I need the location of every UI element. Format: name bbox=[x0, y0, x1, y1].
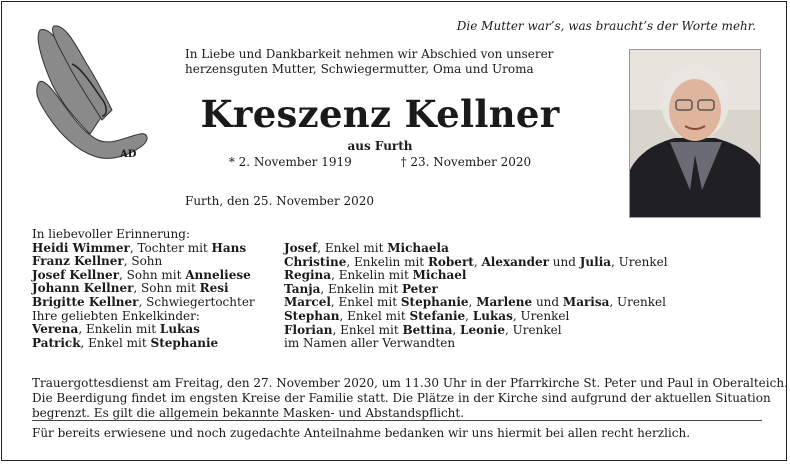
relative-name: Stephan bbox=[284, 308, 340, 323]
relation-text: , bbox=[468, 295, 477, 310]
relative-name: Alexander bbox=[481, 254, 549, 269]
relative-name: Anneliese bbox=[185, 267, 251, 282]
relation-text: , Urenkel bbox=[512, 308, 570, 323]
relation-text: , Enkelin mit bbox=[346, 254, 428, 269]
divider bbox=[32, 420, 762, 421]
relative-name: Verena bbox=[32, 322, 79, 337]
relative-name: Peter bbox=[401, 281, 438, 296]
relation-text: , Enkel mit bbox=[330, 295, 401, 310]
relation-text: , Sohn bbox=[123, 254, 163, 269]
relation-text: Ihre geliebten Enkelkinder: bbox=[32, 308, 200, 323]
service-line: Trauergottesdienst am Freitag, den 27. November 2020, um 11.30 Uhr in der Pfarrkirche St. Peter und Paul in Oberalteich. bbox=[32, 376, 788, 390]
deceased-name: Kreszenz Kellner bbox=[200, 92, 560, 136]
motto: Die Mutter war’s, was braucht’s der Worte mehr. bbox=[456, 19, 756, 33]
service-line: begrenzt. Es gilt die allgemein bekannte Masken- und Abstandspflicht. bbox=[32, 406, 465, 420]
relation-text: , Urenkel bbox=[611, 254, 668, 269]
portrait-image bbox=[630, 50, 760, 217]
relative-name: Lukas bbox=[472, 308, 513, 323]
artist-monogram: AD bbox=[120, 149, 137, 160]
relative-entry bbox=[284, 337, 668, 351]
relative-entry bbox=[32, 255, 255, 269]
relative-entry bbox=[284, 296, 668, 310]
relative-entry bbox=[32, 310, 255, 324]
relative-entry bbox=[284, 283, 668, 297]
relative-name: Stephanie bbox=[150, 335, 219, 350]
relative-entry bbox=[284, 242, 668, 256]
relative-name: Michael bbox=[412, 268, 467, 283]
service-line: Die Beerdigung findet im engsten Kreise der Familie statt. Die Plätze in der Kirche sind aufgrund der aktuellen Situation bbox=[32, 391, 771, 405]
relative-name: Hans bbox=[211, 240, 247, 255]
relative-name: Regina bbox=[284, 268, 332, 283]
relative-name: Heidi Wimmer bbox=[32, 240, 130, 255]
relatives-column-left bbox=[32, 228, 255, 350]
obituary-notice bbox=[1, 1, 787, 461]
relation-text: , Enkelin mit bbox=[78, 322, 160, 337]
relative-name: Brigitte Kellner bbox=[32, 294, 139, 309]
relative-name: Johann Kellner bbox=[32, 281, 134, 296]
relation-text: , Enkel mit bbox=[317, 241, 388, 255]
relation-text: , Urenkel bbox=[505, 322, 562, 337]
portrait-photo bbox=[629, 49, 761, 218]
relative-name: Marlene bbox=[476, 295, 533, 310]
thanks-text: Für bereits erwiesene und noch zugedachte Anteilnahme bedanken wir uns hiermit bei allen recht herzlich. bbox=[32, 426, 691, 440]
relative-name: Florian bbox=[284, 322, 333, 337]
relative-entry bbox=[32, 296, 255, 310]
relative-name: Josef Kellner bbox=[32, 267, 120, 282]
relative-name: Leonie bbox=[460, 322, 506, 337]
relative-name: Franz Kellner bbox=[32, 254, 124, 269]
relative-name: Stefanie bbox=[409, 308, 466, 323]
relative-name: Christine bbox=[284, 254, 347, 269]
relation-text: , Urenkel bbox=[609, 295, 666, 310]
memory-heading: In liebevoller Erinnerung: bbox=[32, 227, 190, 241]
relation-text: und bbox=[548, 254, 580, 269]
intro-text: In Liebe und Dankbarkeit nehmen wir Abschied von unserer herzensguten Mutter, Schwiegermutter, Oma und Uroma bbox=[185, 47, 554, 76]
relation-text: , Sohn mit bbox=[119, 267, 186, 282]
relation-text: , Enkel mit bbox=[339, 308, 410, 323]
relative-entry bbox=[284, 324, 668, 338]
death-date: † 23. November 2020 bbox=[400, 155, 532, 169]
relative-name: Marcel bbox=[284, 295, 331, 310]
place-date: Furth, den 25. November 2020 bbox=[185, 194, 375, 208]
relative-name: Stephanie bbox=[400, 295, 469, 310]
relative-entry bbox=[284, 256, 668, 270]
relative-name: Lukas bbox=[159, 322, 200, 337]
relation-text: , Enkel mit bbox=[332, 322, 403, 337]
relative-entry bbox=[32, 323, 255, 337]
relative-name: Michaela bbox=[387, 241, 449, 255]
origin: aus Furth bbox=[347, 139, 413, 153]
relation-text: und bbox=[532, 295, 563, 310]
relation-text: im Namen aller Verwandten bbox=[284, 336, 456, 351]
relation-text: , Enkelin mit bbox=[320, 281, 402, 296]
relative-entry bbox=[284, 310, 668, 324]
relation-text: , bbox=[473, 254, 482, 269]
relation-text: , Sohn mit bbox=[133, 281, 200, 296]
relation-text: , Enkelin mit bbox=[331, 268, 413, 283]
relative-name: Julia bbox=[579, 254, 612, 269]
relative-name: Resi bbox=[199, 281, 229, 296]
relation-text: , Enkel mit bbox=[80, 335, 151, 350]
relative-name: Josef bbox=[284, 241, 318, 255]
relative-entry bbox=[32, 269, 255, 283]
praying-hands-image bbox=[32, 24, 150, 166]
relative-name: Bettina bbox=[402, 322, 453, 337]
service-info bbox=[32, 376, 788, 421]
relative-entry bbox=[32, 337, 255, 351]
relation-text: , Tochter mit bbox=[129, 240, 212, 255]
relative-name: Robert bbox=[427, 254, 474, 269]
relation-text: , bbox=[452, 322, 461, 337]
relatives-column-right bbox=[284, 242, 668, 351]
life-dates bbox=[185, 155, 575, 169]
relative-entry bbox=[32, 242, 255, 256]
birth-date: * 2. November 1919 bbox=[228, 155, 352, 169]
relative-entry bbox=[32, 282, 255, 296]
relative-name: Tanja bbox=[284, 281, 321, 296]
relation-text: , Schwiegertochter bbox=[138, 294, 255, 309]
relative-entry bbox=[284, 269, 668, 283]
relative-name: Marisa bbox=[562, 295, 610, 310]
relative-name: Patrick bbox=[32, 335, 81, 350]
relation-text: , bbox=[465, 308, 473, 323]
